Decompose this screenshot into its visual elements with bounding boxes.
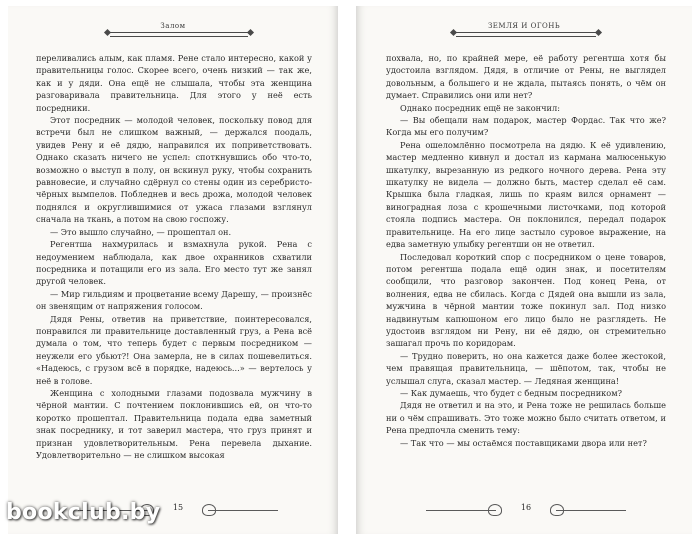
right-page [356, 6, 692, 534]
page-number: 16 [520, 503, 532, 512]
page-number: 15 [172, 503, 184, 512]
left-body-text [36, 52, 312, 461]
paragraph: Женщина с холодными глазами подозвала мужчину в чёрной мантии. С почтением поклонившись ей, он что-то коротко прошептал. Правительница подала едва заметный знак посреднику, и тот заверил мастера, что груз принят и признан удовлетворительным. Рена перевела дыхание. Удовлетворительно — не слишком высокая [36, 387, 312, 460]
paragraph: переливались алым, как пламя. Рене стало интересно, какой у правительницы голос. Скорее всего, очень низкий — так же, как и у дяди. Она ещё не слышала, чтобы эта женщина разговаривала правительница. Для этого у неё есть посредники. [36, 53, 312, 113]
right-head-ornament-rule [456, 32, 596, 37]
paragraph: — Вы обещали нам подарок, мастер Фордас. Так что же? Когда мы его получим? [386, 115, 666, 138]
paragraph: Последовал короткий спор с посредником о цене товаров, потом регентша подала ещё один знак, и посетителям сообщили, что разговор закончен. Под конец Рена, от волнения, едва не сбилась. Когда с Дядей она вышли из зала, мужчина в чёрной мантии тоже покинул зал. Под низко надвинутым капюшоном его лицо было не разглядеть. Не удостоив взглядом ни Рену, ни её дядю, он стремительно зашагал прочь по коридорам. [386, 251, 666, 349]
watermark-logo: bookclub.by [6, 500, 161, 525]
right-body-text [386, 52, 666, 449]
paragraph: Рена ошеломлённо посмотрела на дядю. К её удивлению, мастер медленно кивнул и достал из кармана малюсенькую шкатулку, вырезанную из редкого ночного дерева. Рена эту шкатулку не видела — должно быть, мастер сделал её сам. Крышка была гладкая, лишь по краям вился орнамент — виноградная лоза с крошечными листочками, под которой стояла подпись мастера. Он поклонился, передал подарок правительнице. На его лице застыло суровое выражение, на едва заметную улыбку регентши он не ответил. [386, 139, 666, 250]
paragraph: Этот посредник — молодой человек, поскольку повод для встречи был не слишком важный, — держался поодаль, увидев Рену и её дядю, направился их поприветствовать. Однако сказать ничего не успел: споткнувшись обо что-то, возможно о выступ в полу, он вскинул руку, чтобы сохранить равновесие, и случайно сдёрнул со стены один из серебристо-чёрных вымпелов. Побледнев и весь дрожа, молодой человек поднялся и округлившимися от ужаса глазами взглянул сначала на ткань, а потом на свою госпожу. [36, 115, 312, 225]
left-page [8, 6, 338, 534]
paragraph: — Трудно поверить, но она кажется даже более жестокой, чем правящая правительница, — шёпотом, так, чтобы не услышал слуга, сказал мастер. — Ледяная женщина! [386, 350, 666, 386]
left-head-ornament-rule [110, 32, 248, 37]
paragraph: Однако посредник ещё не закончил: [400, 102, 560, 113]
paragraph: похвала, но, по крайней мере, её работу регентша хотя бы удостоила взглядом. Дядя, в отличие от Рены, не выглядел довольным, а большего и не ждала, пытаясь понять, о чём он думает. Справились они или нет? [386, 53, 666, 101]
right-running-head: ЗЕМЛЯ И ОГОНЬ [487, 22, 561, 30]
paragraph: — Так что — мы остаёмся поставщиками двора или нет? [400, 437, 647, 448]
left-running-head: Залом [160, 22, 186, 30]
paragraph: — Это вышло случайно, — прошептал он. [50, 226, 232, 237]
right-footer-ornament [426, 502, 626, 518]
paragraph: — Как думаешь, что будет с бедным посредником? [400, 387, 622, 398]
footer-rule [208, 510, 278, 511]
footer-rule [556, 510, 626, 511]
paragraph: Дядя Рены, ответив на приветствие, поинтересовался, понравился ли правительнице доставленный груз, а Рена всё думала о том, что теперь будет с первым посредником — неужели его убьют?! Она замерла, не в силах пошевелиться. «Надеюсь, с грузом всё в порядке, надеюсь...» — вертелось у неё в голове. [36, 313, 312, 386]
paragraph: Регентша нахмурилась и взмахнула рукой. Рена с недоумением наблюдала, как двое охранников схватили посредника и потащили его из зала. Его место тут же занял другой человек. [36, 239, 312, 287]
paragraph: Дядя не ответил и на это, и Рена тоже не решилась больше ни о чём спрашивать. Это тоже можно было считать ответом, и Рена предпочла сменить тему: [386, 400, 666, 436]
paragraph: — Мир гильдиям и процветание всему Дарешу, — произнёс он звенящим от напряжения голосом. [36, 288, 312, 312]
